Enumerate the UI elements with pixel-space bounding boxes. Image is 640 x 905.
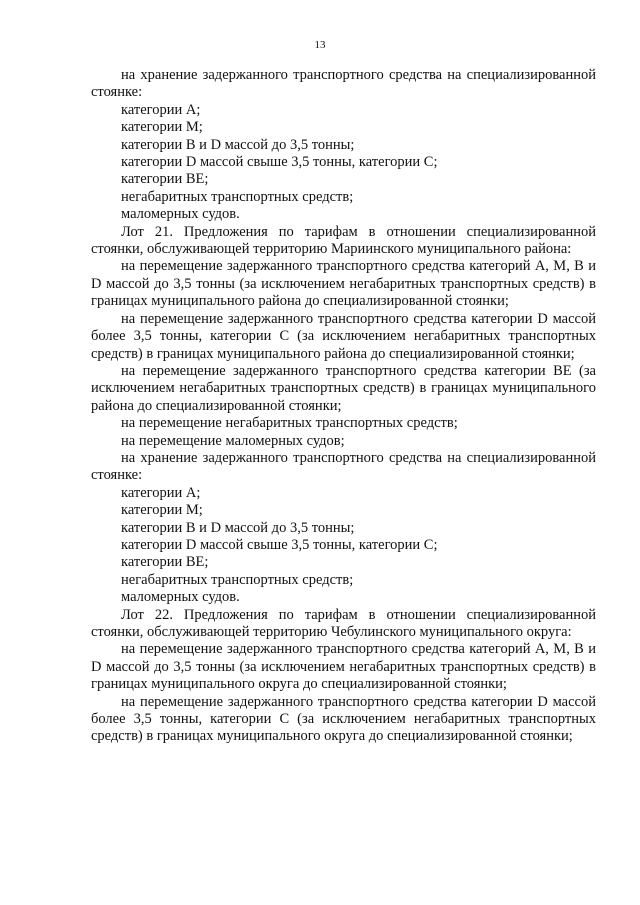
paragraph: на хранение задержанного транспортного средства на специализированной стоянке: — [91, 67, 596, 101]
list-item: негабаритных транспортных средств; — [121, 571, 354, 588]
paragraph: на перемещение задержанного транспортного средства категории ВЕ (за исключением негабаритных транспортных средств) в границах муниципального района до специализированной стоянки; — [91, 362, 596, 414]
paragraph: на перемещение задержанного транспортного средства категории D массой более 3,5 тонны, категории С (за исключением негабаритных транспортных средств) в границах муниципального района до специализированной стоянки; — [91, 310, 596, 362]
list-item: маломерных судов. — [121, 206, 240, 223]
list-item: категории А; — [121, 101, 201, 118]
list-item: на перемещение негабаритных транспортных средств; — [121, 415, 458, 432]
list-item: категории В и D массой до 3,5 тонны; — [121, 519, 355, 536]
document-body — [91, 67, 596, 746]
list-item: категории В и D массой до 3,5 тонны; — [121, 136, 355, 153]
list-item: негабаритных транспортных средств; — [121, 188, 354, 205]
list-item: категории М; — [121, 502, 203, 519]
list-item: категории D массой свыше 3,5 тонны, категории С; — [121, 154, 438, 171]
list-item: категории D массой свыше 3,5 тонны, категории С; — [121, 536, 438, 553]
paragraph: на перемещение задержанного транспортного средства категории D массой более 3,5 тонны, категории С (за исключением негабаритных транспортных средств) в границах муниципального округа до специализированной стоянки; — [91, 693, 596, 745]
paragraph: на перемещение задержанного транспортного средства категорий А, М, В и D массой до 3,5 тонны (за исключением негабаритных транспортных средств) в границах муниципального района до специализированной стоянки; — [91, 258, 596, 310]
paragraph: на хранение задержанного транспортного средства на специализированной стоянке: — [91, 449, 596, 484]
lot-heading: Лот 21. Предложения по тарифам в отношении специализированной стоянки, обслуживающей территорию Мариинского муниципального района: — [91, 223, 596, 258]
list-item: на перемещение маломерных судов; — [121, 432, 345, 449]
page-number: 13 — [314, 39, 326, 51]
lot-heading: Лот 22. Предложения по тарифам в отношении специализированной стоянки, обслуживающей территорию Чебулинского муниципального округа: — [91, 606, 596, 640]
list-item: маломерных судов. — [121, 589, 240, 606]
paragraph: на перемещение задержанного транспортного средства категорий А, М, В и D массой до 3,5 тонны (за исключением негабаритных транспортных средств) в границах муниципального округа до специализированной стоянки; — [91, 641, 596, 693]
list-item: категории ВЕ; — [121, 171, 209, 188]
list-item: категории М; — [121, 119, 203, 136]
list-item: категории ВЕ; — [121, 554, 209, 571]
list-item: категории А; — [121, 484, 201, 501]
